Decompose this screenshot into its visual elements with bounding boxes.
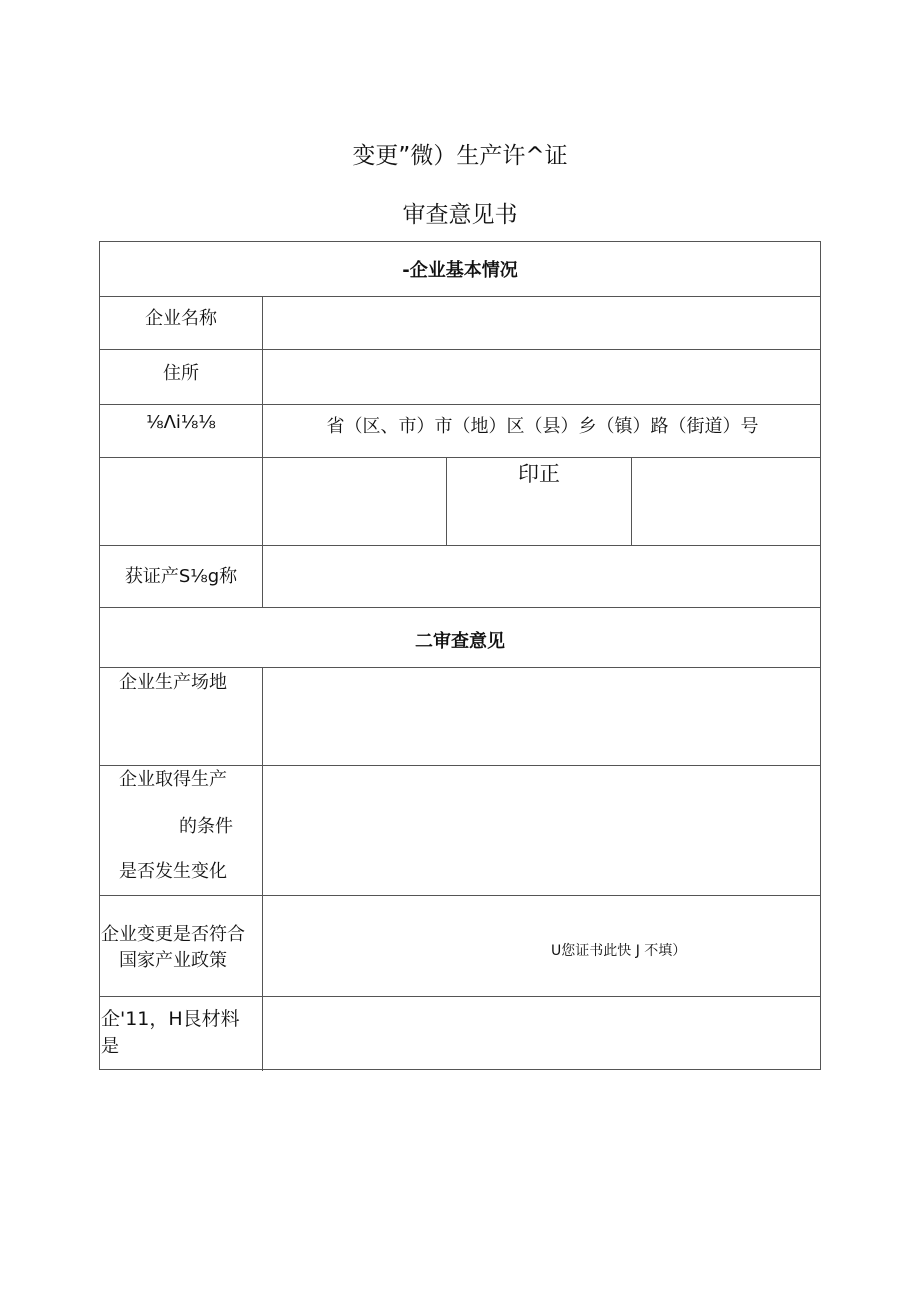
company-name-label: 企业名称 — [145, 308, 217, 329]
address-label: 住所 — [163, 363, 199, 384]
section-heading-review: 二审查意见 — [415, 631, 505, 652]
column-divider — [262, 296, 263, 607]
section-heading-basic-info: -企业基本情况 — [402, 260, 518, 281]
row-divider — [100, 404, 820, 405]
production-site-field[interactable] — [264, 669, 820, 764]
conditions-field[interactable] — [264, 767, 820, 894]
document-subtitle: 审查意见书 — [402, 202, 518, 228]
production-address-field[interactable]: 省（区、市）市（地）区（县）乡（镇）路（街道）号 — [326, 416, 759, 437]
production-site-label: 企业生产场地 — [119, 672, 227, 693]
materials-field[interactable] — [264, 998, 820, 1070]
row-divider — [100, 667, 820, 668]
address-field[interactable] — [264, 351, 820, 403]
license-cell-label: 印正 — [518, 462, 560, 486]
product-name-label: 获证产S⅛g称 — [124, 566, 238, 587]
document-title: 变更”微）生产许^证 — [352, 143, 568, 169]
row-divider — [100, 349, 820, 350]
conditions-label-line2: 的条件 — [179, 816, 233, 837]
row-divider — [100, 765, 820, 766]
review-form-table — [99, 241, 821, 1070]
row-divider — [100, 545, 820, 546]
policy-label-line1: 企业变更是否符合 — [101, 924, 245, 945]
production-address-label: ⅛Λi⅛⅛ — [146, 412, 216, 433]
column-divider — [631, 457, 632, 545]
product-name-field[interactable] — [264, 547, 820, 605]
conditions-label-line3: 是否发生变化 — [119, 861, 227, 882]
row-divider — [100, 895, 820, 896]
row-divider — [100, 996, 820, 997]
conditions-label-line1: 企业取得生产 — [119, 769, 227, 790]
policy-label-line2: 国家产业政策 — [119, 950, 227, 971]
materials-label-line1: 企'11，H艮材料 — [101, 1008, 240, 1030]
company-name-field[interactable] — [264, 298, 820, 348]
row-divider — [100, 607, 820, 608]
row-divider — [100, 457, 820, 458]
policy-note: U您证书此快 J 不填） — [551, 943, 687, 959]
row-divider — [100, 296, 820, 297]
materials-label-line2: 是 — [101, 1036, 119, 1057]
column-divider — [262, 667, 263, 1071]
